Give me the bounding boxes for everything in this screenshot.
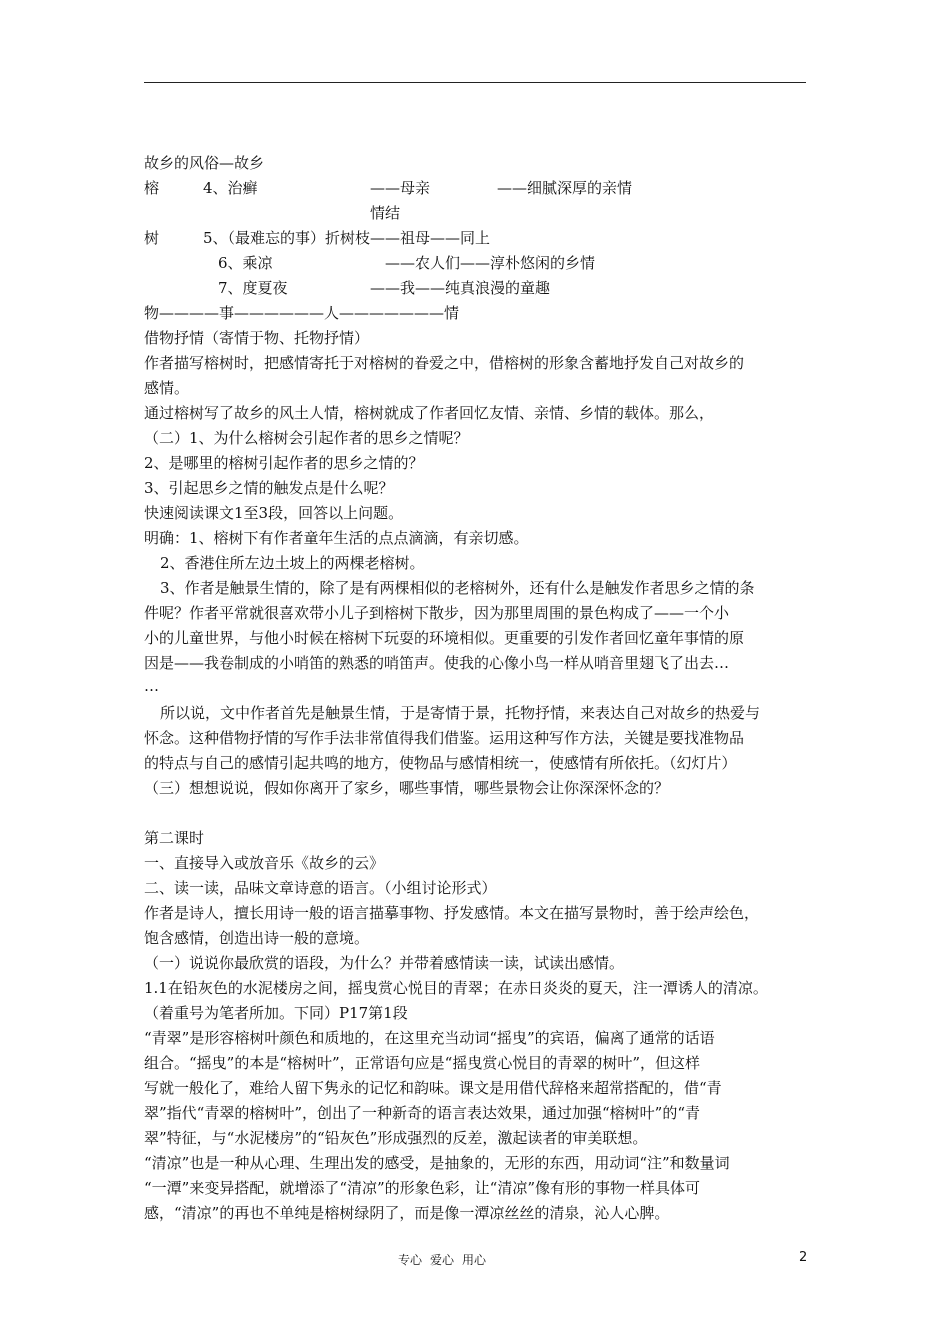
text-line: （一）说说你最欣赏的语段，为什么？并带着感情读一读，试读出感情。 bbox=[144, 954, 625, 972]
outline-chain: 物————事——————人———————情 bbox=[144, 304, 460, 322]
text-line: 一、直接导入或放音乐《故乡的云》 bbox=[144, 854, 385, 872]
text-line: 3、作者是触景生情的，除了是有两棵相似的老榕树外，还有什么是触发作者思乡之情的条 bbox=[160, 579, 755, 597]
text-line: 1.1在铅灰色的水泥楼房之间，摇曳赏心悦目的青翠；在赤日炎炎的夏天，注一潭诱人的清凉。 bbox=[144, 979, 768, 997]
outline-row1-col3: ——母亲 bbox=[370, 179, 431, 197]
footer-word-2: 爱心 bbox=[430, 1253, 455, 1267]
text-line: 所以说，文中作者首先是触景生情，于是寄情于景，托物抒情，来表达自己对故乡的热爱与 bbox=[160, 704, 761, 722]
text-line: “青翠”是形容榕树叶颜色和质地的，在这里充当动词“摇曳”的宾语，偏离了通常的话语 bbox=[144, 1029, 715, 1047]
outline-heading: 故乡的风俗—故乡 bbox=[144, 154, 265, 172]
text-line: 翠”指代“青翠的榕树叶”，创出了一种新奇的语言表达效果，通过加强“榕树叶”的“青 bbox=[144, 1104, 701, 1122]
text-line: 通过榕树写了故乡的风土人情，榕树就成了作者回忆友情、亲情、乡情的载体。那么， bbox=[144, 404, 715, 422]
text-line: （着重号为笔者所加。下同）P17第1段 bbox=[144, 1004, 408, 1022]
text-line: 因是——我卷制成的小哨笛的熟悉的哨笛声。使我的心像小鸟一样从哨音里翅飞了出去… bbox=[144, 654, 730, 672]
text-line: 2、是哪里的榕树引起作者的思乡之情的？ bbox=[144, 454, 424, 472]
footer-word-3: 用心 bbox=[462, 1253, 487, 1267]
text-line: 2、香港住所左边土坡上的两棵老榕树。 bbox=[160, 554, 425, 572]
outline-row2-col2: 5、（最难忘的事）折树枝——祖母——同上 bbox=[203, 229, 491, 247]
outline-row2-col1: 树 bbox=[144, 229, 160, 247]
header-rule bbox=[144, 82, 806, 83]
text-line: 怀念。这种借物抒情的写作手法非常值得我们借鉴。运用这种写作方法，关键是要找准物品 bbox=[144, 729, 745, 747]
page-number: 2 bbox=[799, 1250, 808, 1265]
text-line: … bbox=[144, 677, 159, 695]
text-line: 感，“清凉”的再也不单纯是榕树绿阴了，而是像一潭凉丝丝的清泉，沁人心脾。 bbox=[144, 1204, 670, 1222]
text-line: 件呢？作者平常就很喜欢带小儿子到榕树下散步，因为那里周围的景色构成了——一个小 bbox=[144, 604, 730, 622]
text-line: “清凉”也是一种从心理、生理出发的感受，是抽象的，无形的东西，用动词“注”和数量词 bbox=[144, 1154, 730, 1172]
text-line: 3、引起思乡之情的触发点是什么呢？ bbox=[144, 479, 394, 497]
text-line: 组合。“摇曳”的本是“榕树叶”，正常语句应是“摇曳赏心悦目的青翠的树叶”，但这样 bbox=[144, 1054, 701, 1072]
outline-row1-col2: 4、治癣 bbox=[203, 179, 258, 197]
text-line: 借物抒情（寄情于物、托物抒情） bbox=[144, 329, 370, 347]
text-line: 作者是诗人，擅长用诗一般的语言描摹事物、抒发感情。本文在描写景物时，善于绘声绘色， bbox=[144, 904, 760, 922]
text-line: 写就一般化了，难给人留下隽永的记忆和韵味。课文是用借代辞格来超常搭配的，借“青 bbox=[144, 1079, 722, 1097]
text-line: 小的儿童世界，与他小时候在榕树下玩耍的环境相似。更重要的引发作者回忆童年事情的原 bbox=[144, 629, 745, 647]
text-line: 翠”特征，与“水泥楼房”的“铅灰色”形成强烈的反差，激起读者的审美联想。 bbox=[144, 1129, 648, 1147]
text-line: 快速阅读课文1至3段，回答以上问题。 bbox=[144, 504, 404, 522]
text-line: 明确：1、榕树下有作者童年生活的点点滴滴，有亲切感。 bbox=[144, 529, 529, 547]
text-line: 感情。 bbox=[144, 379, 190, 397]
text-line: “一潭”来变异搭配，就增添了“清凉”的形象色彩，让“清凉”像有形的事物一样具体可 bbox=[144, 1179, 701, 1197]
text-line: 的特点与自己的感情引起共鸣的地方，使物品与感情相统一，使感情有所依托。（幻灯片） bbox=[144, 754, 737, 772]
outline-row4-col2: ——我——纯真浪漫的童趣 bbox=[370, 279, 551, 297]
text-line: （二）1、为什么榕树会引起作者的思乡之情呢？ bbox=[144, 429, 469, 447]
outline-row1-continuation: 情结 bbox=[370, 204, 401, 222]
footer-word-1: 专心 bbox=[398, 1253, 423, 1267]
text-line: 二、读一读，品味文章诗意的语言。（小组讨论形式） bbox=[144, 879, 497, 897]
text-line: 作者描写榕树时，把感情寄托于对榕树的眷爱之中，借榕树的形象含蓄地抒发自己对故乡的 bbox=[144, 354, 745, 372]
outline-row3-col2: ——农人们——淳朴悠闲的乡情 bbox=[385, 254, 596, 272]
section-title: 第二课时 bbox=[144, 829, 205, 847]
text-line: （三）想想说说，假如你离开了家乡，哪些事情，哪些景物会让你深深怀念的？ bbox=[144, 779, 670, 797]
outline-row3-col1: 6、乘凉 bbox=[218, 254, 273, 272]
text-line: 饱含感情，创造出诗一般的意境。 bbox=[144, 929, 370, 947]
page-footer bbox=[398, 1251, 494, 1268]
outline-row4-col1: 7、度夏夜 bbox=[218, 279, 288, 297]
outline-row1-col1: 榕 bbox=[144, 179, 160, 197]
outline-row1-col4: ——细腻深厚的亲情 bbox=[497, 179, 633, 197]
